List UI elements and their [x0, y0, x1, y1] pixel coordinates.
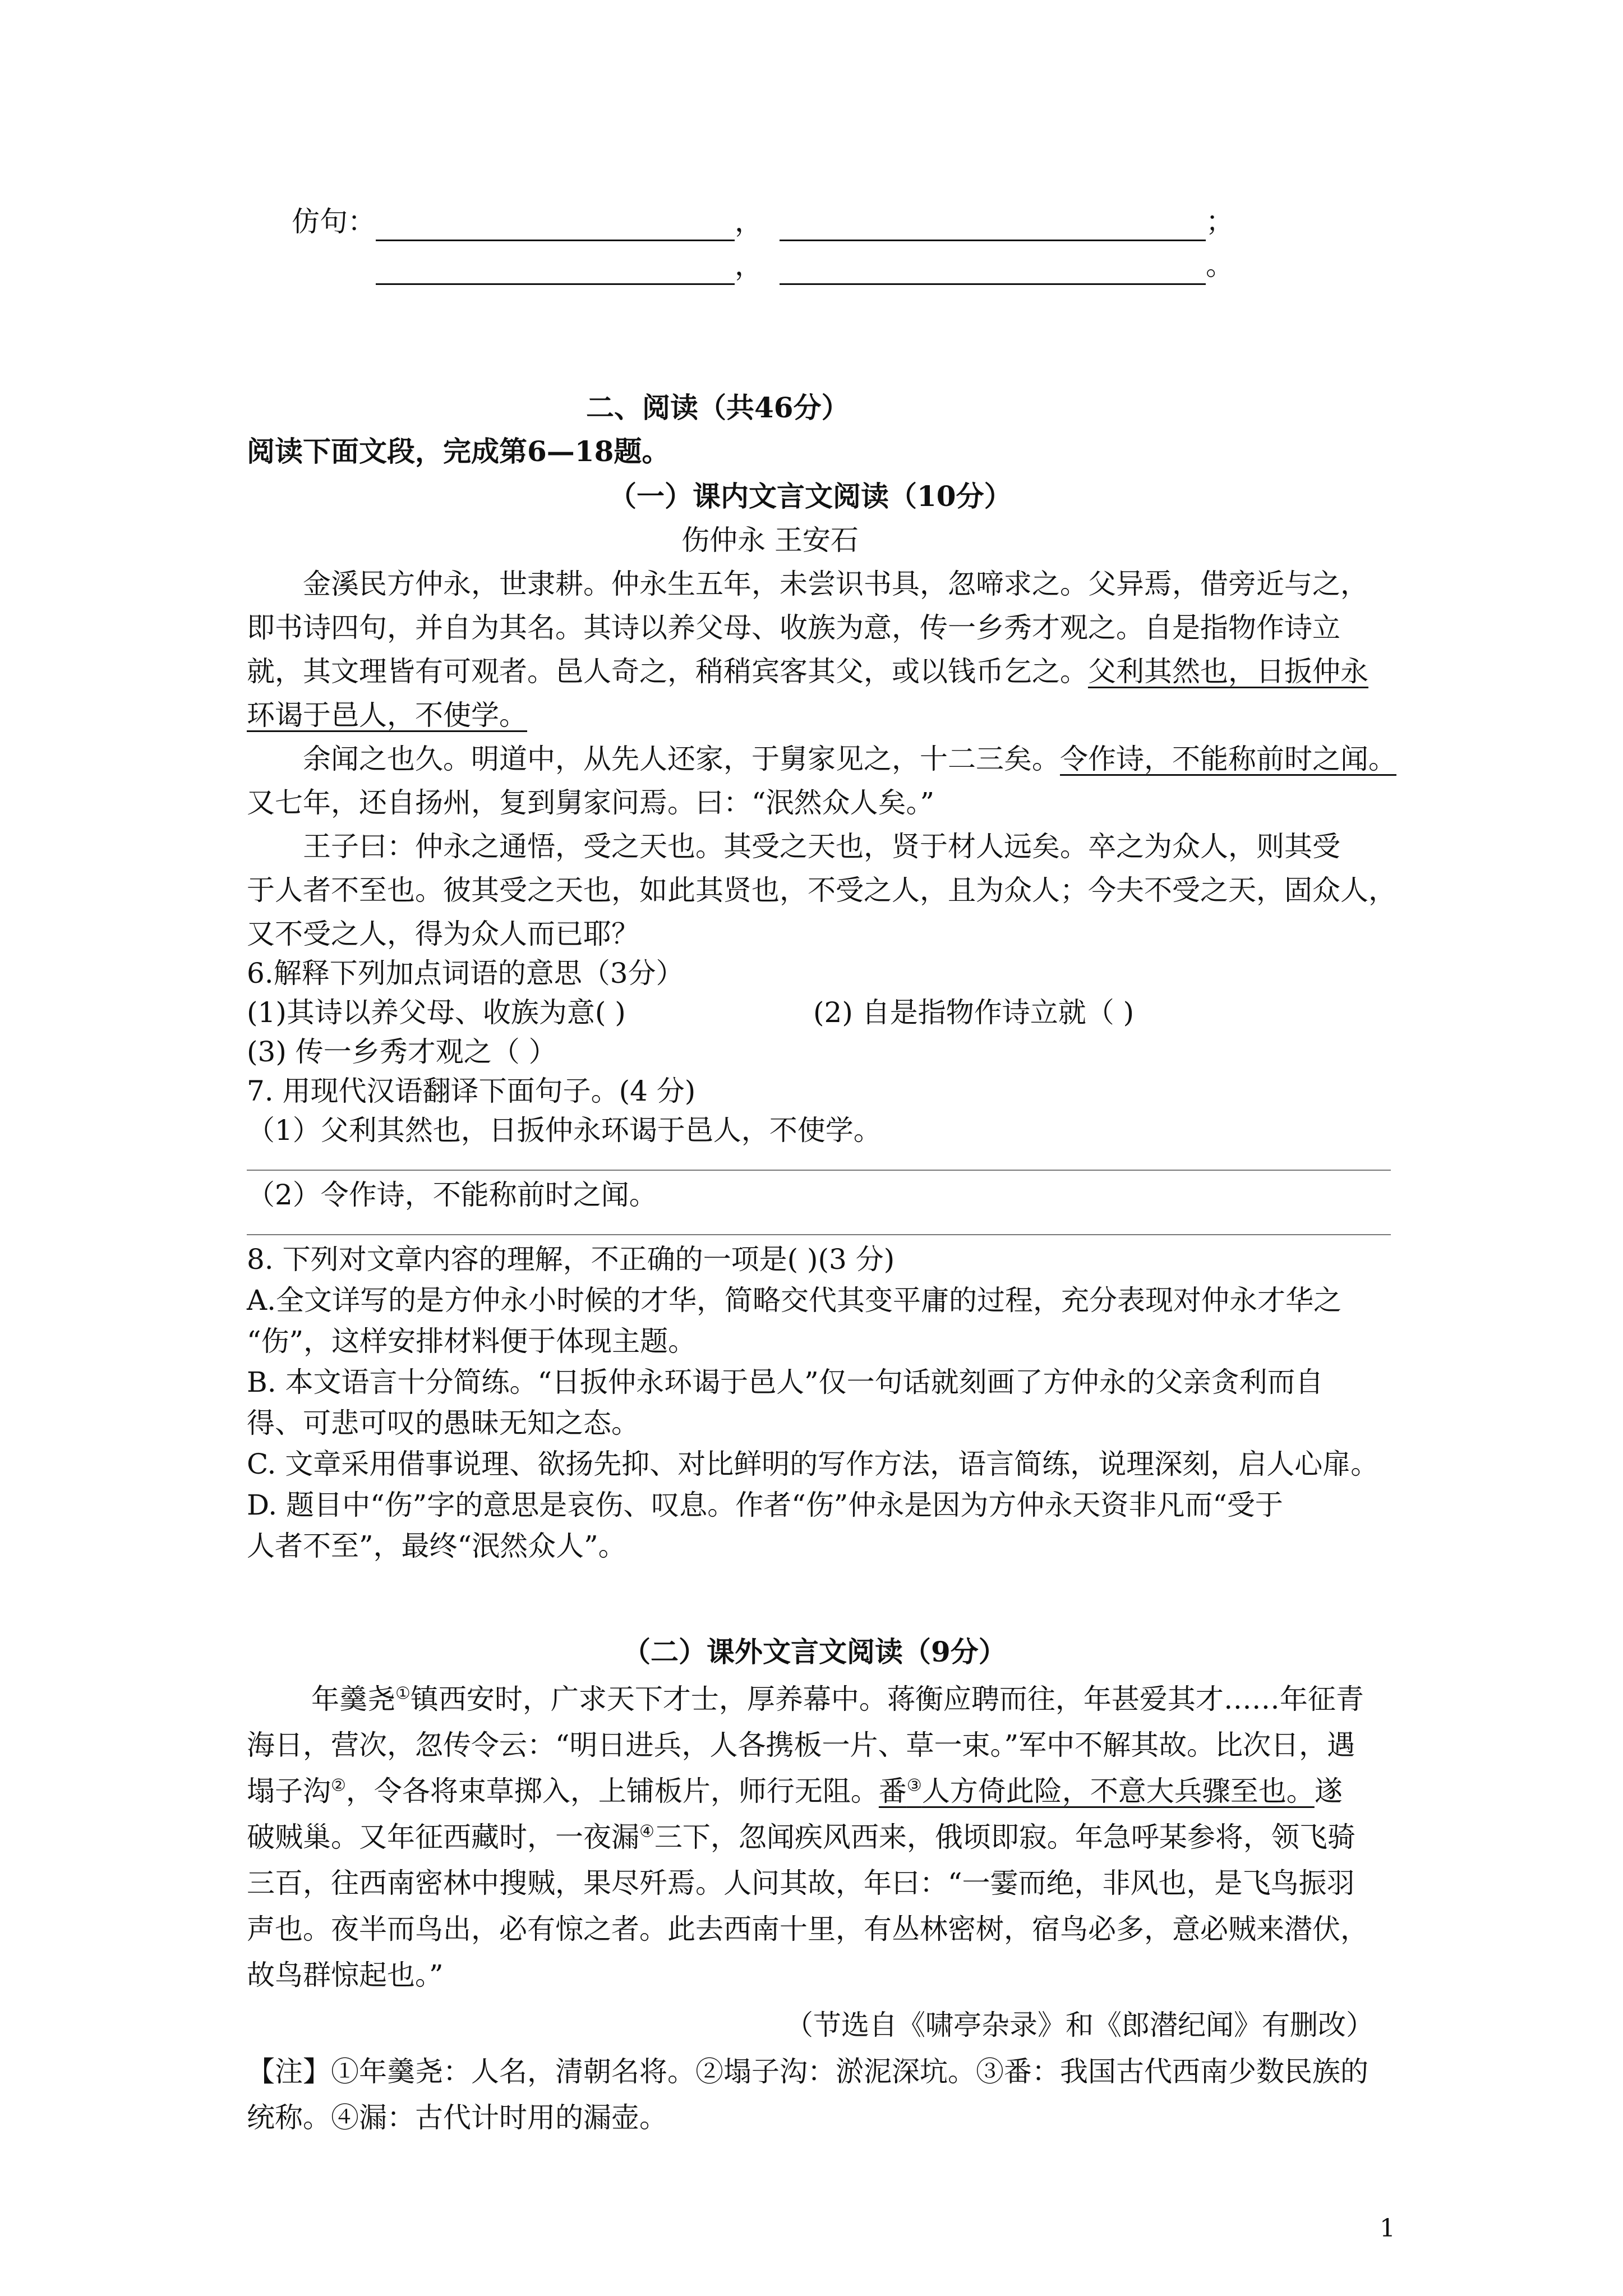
footnote-marker: ④ — [639, 1821, 654, 1842]
passage-text: 镇西安时，广求天下才士，厚养幕中。蒋衡应聘而往，年甚爱其才……年征青 — [410, 1683, 1364, 1715]
answer-blank[interactable] — [376, 254, 735, 285]
passage-text: 番 — [878, 1775, 907, 1807]
passage-text: 遂 — [1314, 1775, 1343, 1807]
imitation-label: 仿句： — [292, 205, 376, 238]
option-d-cont: 人者不至”，最终“泯然众人”。 — [247, 1530, 626, 1562]
passage-line — [247, 1768, 1343, 1814]
period: 。 — [1206, 249, 1234, 282]
passage-line: 金溪民方仲永，世隶耕。仲永生五年，未尝识书具，忽啼求之。父异焉，借旁近与之， — [303, 568, 1368, 600]
answer-blank[interactable] — [780, 254, 1206, 285]
annotation-note: 统称。④漏：古代计时用的漏壶。 — [247, 2101, 667, 2134]
passage-line: 海日，营次，忽传令云：“明日进兵，人各携板一片、草一束。”军中不解其故。比次日，遇 — [247, 1729, 1355, 1761]
text-title: 伤仲永 王安石 — [681, 524, 859, 556]
answer-line[interactable] — [247, 1170, 1391, 1171]
passage-line: 又七年，还自扬州，复到舅家问焉。曰：“泯然众人矣。” — [247, 786, 935, 819]
section-title: 二、阅读（共46分） — [586, 391, 850, 424]
semicolon: ； — [1206, 205, 1234, 238]
footnote-marker: ① — [395, 1683, 411, 1704]
underlined-sentence: 父利其然也，日扳仲永 — [1088, 655, 1368, 688]
question-7-sentence: （1）父利其然也，日扳仲永环谒于邑人，不使学。 — [247, 1114, 882, 1147]
footnote-marker: ③ — [906, 1775, 922, 1796]
underlined-sentence — [879, 1775, 1315, 1807]
question-6-item: (2) 自是指物作诗立就（ ) — [813, 996, 1135, 1029]
passage-line: 三百，往西南密林中搜贼，果尽歼焉。人问其故，年曰：“一霎而绝，非风也，是飞鸟振羽 — [247, 1867, 1355, 1899]
passage-text: 年羹尧 — [311, 1683, 395, 1715]
passage-line: 又不受之人，得为众人而已耶？ — [247, 918, 639, 950]
option-c: C. 文章采用借事说理、欲扬先抑、对比鲜明的写作方法，语言简练，说理深刻，启人心扉。 — [247, 1448, 1379, 1480]
option-b-cont: 得、可悲可叹的愚昧无知之态。 — [247, 1407, 639, 1439]
question-7-stem: 7. 用现代汉语翻译下面句子。(4 分) — [247, 1075, 696, 1107]
passage-text: 破贼巢。又年征西藏时，一夜漏 — [247, 1821, 639, 1853]
passage-line — [247, 652, 1368, 691]
passage-text: 人方倚此险，不意大兵骤至也。 — [921, 1775, 1315, 1807]
passage-text: 余闻之也久。明道中，从先人还家，于舅家见之，十二三矣。 — [303, 743, 1060, 775]
part1-title: （一）课内文言文阅读（10分） — [608, 480, 1012, 513]
question-7-sentence: （2）令作诗，不能称前时之闻。 — [247, 1179, 657, 1211]
option-a: A.全文详写的是方仲永小时候的才华，简略交代其变平庸的过程，充分表现对仲永才华之 — [247, 1284, 1342, 1317]
question-6-item: (3) 传一乡秀才观之（ ） — [247, 1036, 557, 1068]
passage-line: 王子曰：仲永之通悟，受之天也。其受之天也，贤于材人远矣。卒之为众人，则其受 — [303, 830, 1340, 863]
imitation-line-1 — [292, 202, 1234, 241]
annotation-note: 【注】①年羹尧：人名，清朝名将。②塌子沟：淤泥深坑。③番：我国古代西南少数民族的 — [247, 2055, 1368, 2088]
passage-line: 于人者不至也。彼其受之天也，如此其贤也，不受之人，且为众人；今夫不受之天，固众人， — [247, 874, 1396, 907]
question-8-stem: 8. 下列对文章内容的理解，不正确的一项是( )(3 分) — [247, 1243, 895, 1276]
passage-text: 塌子沟 — [247, 1775, 331, 1807]
underlined-sentence: 令作诗，不能称前时之闻。 — [1060, 743, 1396, 775]
passage-text: 三下，忽闻疾风西来，俄顷即寂。年急呼某参将，领飞骑 — [654, 1821, 1355, 1853]
passage-line — [247, 1814, 1355, 1860]
underlined-sentence: 环谒于邑人，不使学。 — [247, 699, 527, 731]
answer-blank[interactable] — [376, 210, 735, 241]
comma: ， — [735, 205, 763, 238]
footnote-marker: ② — [331, 1775, 346, 1796]
option-d: D. 题目中“伤”字的意思是哀伤、叹息。作者“伤”仲永是因为方仲永天资非凡而“受于 — [247, 1489, 1283, 1521]
option-b: B. 本文语言十分简练。“日扳仲永环谒于邑人”仅一句话就刻画了方仲永的父亲贪利而自 — [247, 1366, 1324, 1398]
passage-line — [303, 739, 1396, 779]
source-citation: （节选自《啸亭杂录》和《郎潜纪闻》有删改） — [785, 2009, 1374, 2041]
question-6-item: (1)其诗以养父母、收族为意( ) — [247, 996, 626, 1029]
comma: ， — [735, 249, 763, 282]
passage-line — [311, 1676, 1364, 1722]
passage-line: 即书诗四句，并自为其名。其诗以养父母、收族为意，传一乡秀才观之。自是指物作诗立 — [247, 611, 1340, 644]
answer-blank[interactable] — [780, 210, 1206, 241]
part2-title: （二）课外文言文阅读（9分） — [623, 1635, 1007, 1668]
passage-line: 声也。夜半而鸟出，必有惊之者。此去西南十里，有丛林密树，宿鸟必多，意必贼来潜伏， — [247, 1913, 1368, 1945]
passage-text: 就，其文理皆有可观者。邑人奇之，稍稍宾客其父，或以钱币乞之。 — [247, 655, 1088, 688]
imitation-line-2 — [376, 246, 1234, 285]
section-instruction: 阅读下面文段，完成第6—18题。 — [247, 435, 670, 468]
page-number: 1 — [1380, 2214, 1395, 2243]
passage-text: ，令各将束草掷入，上铺板片，师行无阻。 — [345, 1775, 879, 1807]
passage-line: 故鸟群惊起也。” — [247, 1959, 444, 1991]
option-a-cont: “伤”，这样安排材料便于体现主题。 — [247, 1325, 697, 1358]
question-6-stem: 6.解释下列加点词语的意思（3分） — [247, 957, 684, 990]
answer-line[interactable] — [247, 1234, 1391, 1235]
